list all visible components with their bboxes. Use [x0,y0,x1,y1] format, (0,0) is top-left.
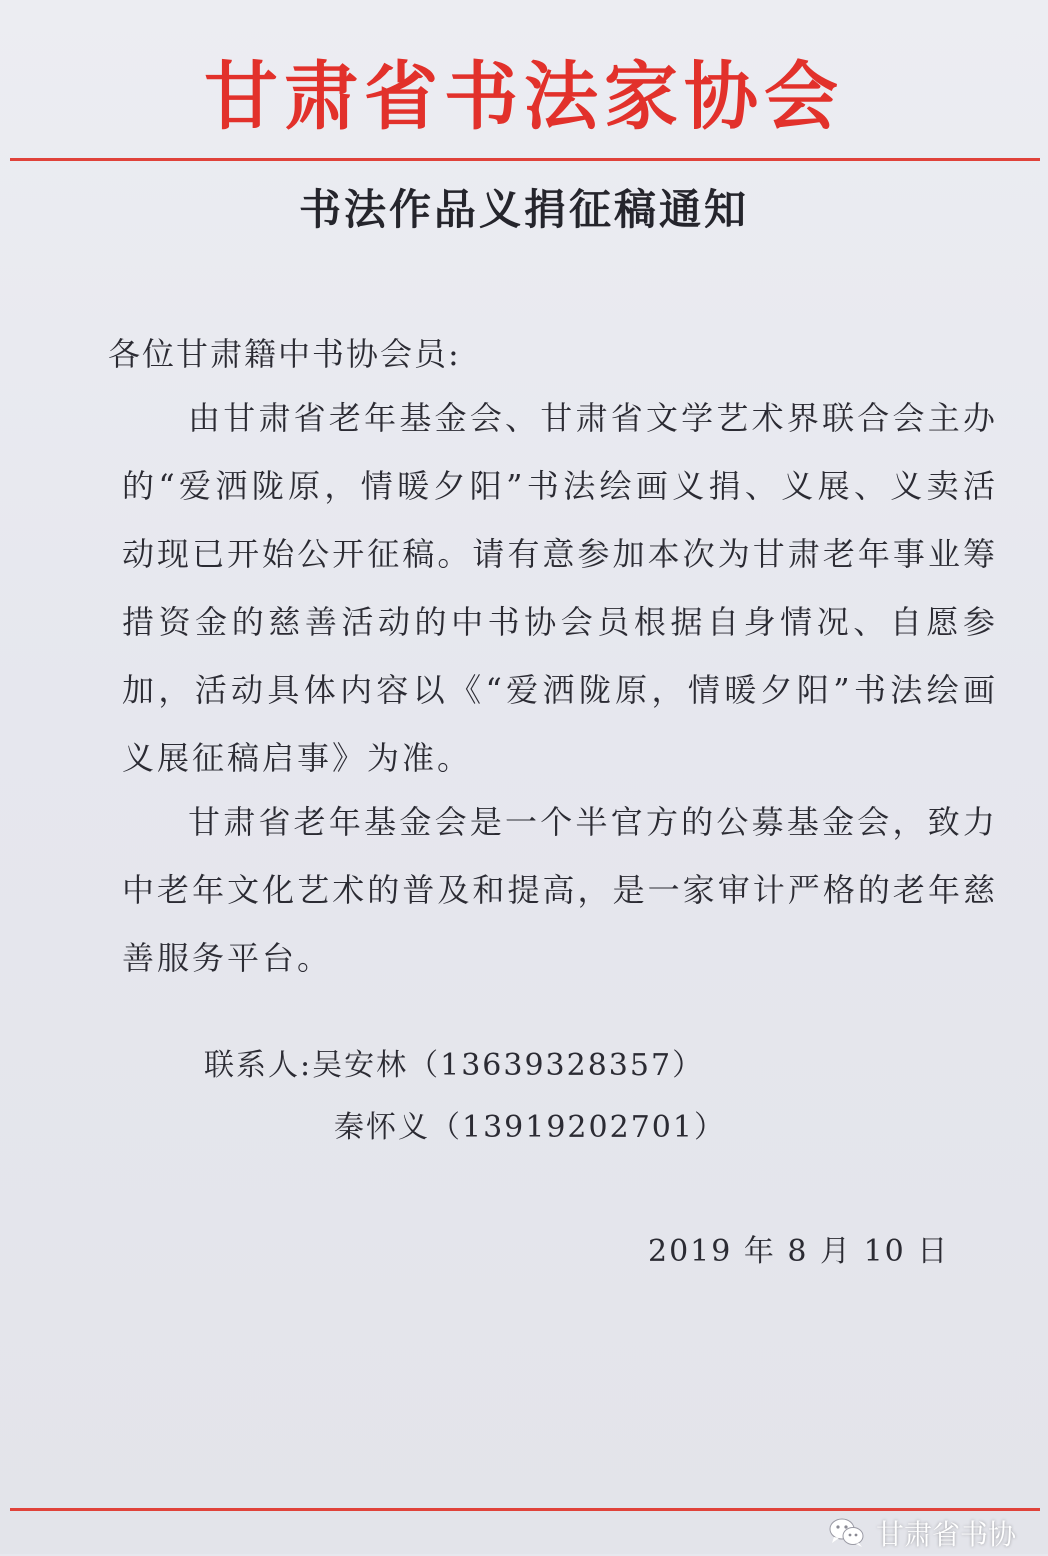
watermark-text: 甘肃省书协 [876,1518,1017,1551]
body-paragraph-2: 甘肃省老年基金会是一个半官方的公募基金会，致力中老年文化艺术的普及和提高，是一家审计严格的老年慈善服务平台。 [122,803,998,977]
salutation: 各位甘肃籍中书协会员: [108,335,461,373]
contact-name: 秦怀义 [334,1110,430,1145]
organization-letterhead: 甘肃省书法家协会 [204,54,844,140]
footer-rule [10,1508,1040,1511]
contact-line-2 [334,1106,726,1150]
contact-phone: （13639328357） [408,1048,705,1083]
contact-phone: （13919202701） [430,1110,726,1145]
wechat-icon [828,1517,866,1549]
body-paragraph-1: 由甘肃省老年基金会、甘肃省文学艺术界联合会主办的“爱洒陇原，情暖夕阳”书法绘画义捐、义展、义卖活动现已开始公开征稿。请有意参加本次为甘肃老年事业筹措资金的慈善活动的中书协会员根据自身情况、自愿参加，活动具体内容以《“爱洒陇原，情暖夕阳”书法绘画义展征稿启事》为准。 [122,399,998,777]
letterhead-top-rule [10,158,1040,161]
contact-name: 吴安林 [312,1048,409,1083]
contact-line-1 [204,1044,704,1088]
notice-title: 书法作品义捐征稿通知 [298,185,749,234]
contact-label: 联系人: [204,1048,313,1083]
issue-date: 2019 年 8 月 10 日 [648,1234,950,1269]
wechat-watermark [828,1512,1016,1554]
